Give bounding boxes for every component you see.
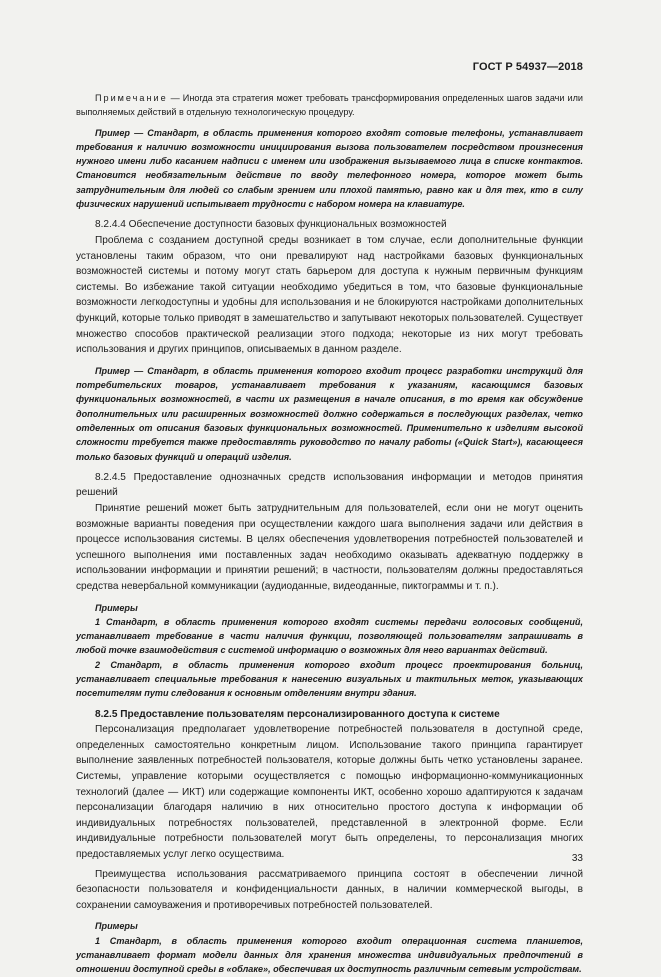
example-paragraph: Пример — Стандарт, в область применения которого входят сотовые телефоны, устанавливает требования к наличию возможности инициирования вызова пользователем посредством произнесения нужного имени либо касанием надписи с именем или изображения вызываемого лица в списке контактов. Становится необязательным действие по вводу телефонного номера, которое может быть затруднительным для людей со слабым зрением или плохой памятью, равно как и для тех, кто в силу физических нарушений испытывает трудности с набором номера на клавиатуре. bbox=[76, 127, 583, 210]
example-paragraph-8244: Пример — Стандарт, в область применения которого входит процесс разработки инструкций для потребительских товаров, устанавливает требования к указаниям, касающимся базовых функциональных возможностей, в части их размещения в начале описания, в то время как обсуждение дополнительных или расширенных возможностей должно содержаться в последующих разделах, четко отделенных от описания базовых функциональных возможностей. Применительно к изделиям высокой сложности требуется также предоставлять руководство по началу работы («Quick Start»), касающееся только базовых функций и операций изделия. bbox=[76, 365, 583, 462]
example-item-1: 1 Стандарт, в область применения которого входит операционная система планшетов, устанавливает формат модели данных для хранения множества индивидуальных предпочтений в отношении доступной среды в «облаке», обеспечивая их доступность различным сетевым устройствам. bbox=[76, 935, 583, 975]
section-body-8245: Принятие решений может быть затруднительным для пользователей, если они не могут оценить возможные варианты поведения при осуществлении каждого шага выполнения задачи или действия в процессе использования системы. В целях обеспечения удовлетворения потребностей пользователей и успешного выполнения ими поставленных задач необходимо оказывать адекватную поддержку в использовании информации и принятии решений; в частности, пользователям должны предоставляться средства невербальной коммуникации (аудиоданные, видеоданные, пиктограммы и т. п.). bbox=[76, 502, 583, 592]
document-id: ГОСТ Р 54937—2018 bbox=[472, 61, 583, 73]
section-body-825-2: Преимущества использования рассматриваемого принципа состоят в обеспечении личной безопасности пользователя и конфиденциальности данных, в наличии коммерческой выгоды, в сохранении самоуважения и противоречивых потребностей пользователей. bbox=[76, 868, 583, 911]
section-heading-8244: 8.2.4.4 Обеспечение доступности базовых функциональных возможностей bbox=[95, 219, 447, 231]
section-body-8244: Проблема с созданием доступной среды возникает в том случае, если дополнительные функции установлены таким образом, что они превалируют над настройками базовых функциональных возможностей системы и потому могут стать барьером для доступа к нужным первичным функциям системы. Во избежание такой ситуации необходимо убедиться в том, что базовые функциональные возможности легкодоступны и удобны для использования и не блокируются настройками дополнительных функций, которые только приводят в замешательство и запутывают некоторых пользователей. Существует множество способов практической реализации этого подхода; некоторые из них могут требовать использования и других принципов, описываемых в данном разделе. bbox=[76, 234, 583, 356]
page-content bbox=[76, 91, 583, 977]
note-text: — Иногда эта стратегия может требовать трансформирования определенных шагов задачи или выполняемых действий в отдельную технологическую процедуру. bbox=[76, 93, 583, 118]
example-item-1: 1 Стандарт, в область применения которого входят системы передачи голосовых сообщений, устанавливает требование в части наличия функции, позволяющей пользователям запрашивать в любой точке взаимодействия с системой информацию о возможных для него вариантах действий. bbox=[76, 616, 583, 656]
section-heading-825: 8.2.5 Предоставление пользователям персонализированного доступа к системе bbox=[95, 708, 500, 720]
section-body-825-1: Персонализация предполагает удовлетворение потребностей пользователя в доступной среде, определенных самостоятельно конкретным лицом. Использование такого принципа гарантирует выполнение заявленных потребностей пользователя, которые должны быть четко установлены заранее. Системы, управление которыми осуществляется с помощью информационно-коммуникационных технологий (далее — ИКТ) или содержащие компоненты ИКТ, особенно хорошо адаптируются к задачам персонализации благодаря наличию в них относительно простого доступа к информации об индивидуальных потребностях пользователей, представленной в электронной форме. Если индивидуальные потребности пользователей могут быть определены, то персонализация многих предоставляемых услуг легко осуществима. bbox=[76, 724, 583, 860]
page-number: 33 bbox=[571, 853, 583, 864]
note-paragraph bbox=[76, 91, 583, 120]
note-label: Примечание bbox=[95, 93, 168, 103]
section-heading-8245: 8.2.4.5 Предоставление однозначных средств использования информации и методов принятия решений bbox=[76, 471, 583, 499]
examples-label: Примеры bbox=[95, 921, 138, 932]
example-item-2: 2 Стандарт, в область применения которого входит процесс проектирования больниц, устанавливает специальные требования к нанесению визуальных и тактильных меток, указывающих посетителям пути следования к основным отделениям внутри здания. bbox=[76, 659, 583, 699]
examples-label: Примеры bbox=[95, 602, 138, 613]
